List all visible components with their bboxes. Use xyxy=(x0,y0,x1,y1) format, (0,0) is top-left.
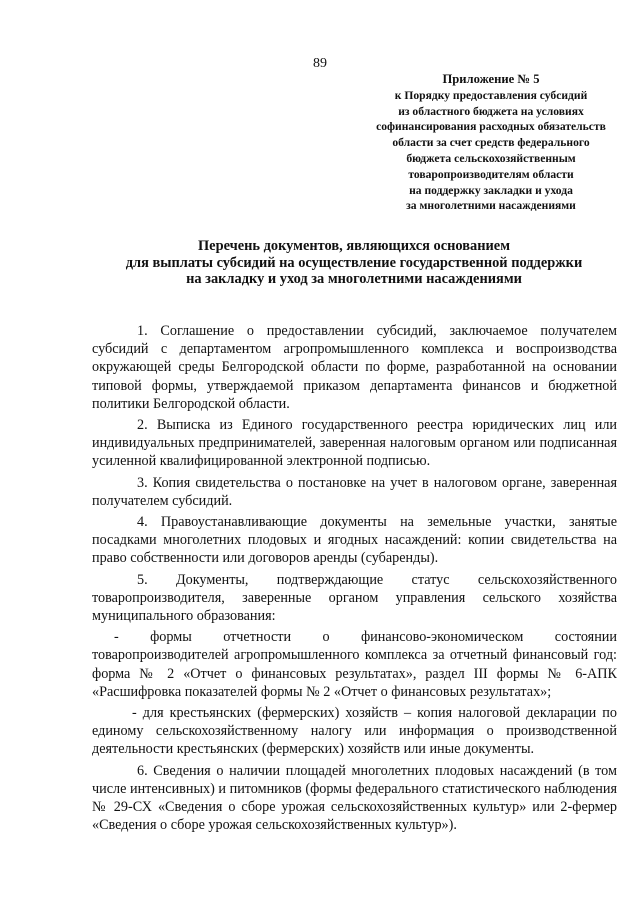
paragraph-item-4: 4. Правоустанавливающие документы на земельные участки, занятые посадками многолетних плодовых и ягодных насаждений: копии свидетельства на право собственности или договоров аренды (субаренды). xyxy=(92,514,617,567)
document-title-line: на закладку и уход за многолетними насаждениями xyxy=(186,271,522,287)
page-number: 89 xyxy=(313,56,327,71)
document-title-line: Перечень документов, являющихся основанием xyxy=(197,238,510,254)
appendix-line: бюджета сельскохозяйственным xyxy=(406,151,576,165)
appendix-line: софинансирования расходных обязательств xyxy=(376,120,606,134)
document-title-line: для выплаты субсидий на осуществление государственной поддержки xyxy=(125,254,583,271)
paragraph-item-2: 2. Выписка из Единого государственного реестра юридических лиц или индивидуальных предпринимателей, заверенная налоговым органом или подписанная усиленной квалифицированной электронной подписью. xyxy=(92,417,617,470)
paragraph-item-3: 3. Копия свидетельства о постановке на учет в налоговом органе, заверенная получателем субсидий. xyxy=(92,474,617,509)
document-body xyxy=(92,322,617,834)
paragraph-item-5: 5. Документы, подтверждающие статус сельскохозяйственного товаропроизводителя, заверенные органом управления сельского хозяйства муниципального образования: xyxy=(92,571,617,625)
paragraph-item-1: 1. Соглашение о предоставлении субсидий, заключаемое получателем субсидий с департаментом агропромышленного комплекса и воспроизводства окружающей среды Белгородской области по форме, разработанной на основании типовой формы, утверждаемой приказом департамента финансов и бюджетной политики Белгородской области. xyxy=(92,323,617,412)
appendix-line: за многолетними насаждениями xyxy=(406,199,576,213)
appendix-line: из областного бюджета на условиях xyxy=(398,104,584,118)
appendix-title: Приложение № 5 xyxy=(442,72,540,86)
appendix-line: на поддержку закладки и ухода xyxy=(409,183,573,197)
appendix-line: к Порядку предоставления субсидий xyxy=(394,88,588,102)
subitem-farm-households: - для крестьянских (фермерских) хозяйств – копия налоговой декларации по единому сельскохозяйственному налогу или информация о производственной деятельности крестьянских (фермерских) хозяйств или иные документы. xyxy=(92,705,617,758)
appendix-line: товаропроизводителям области xyxy=(408,167,574,181)
subitem-reporting-forms: - формы отчетности о финансово-экономическом состоянии товаропроизводителей агропромышленного комплекса за отчетный финансовый год: форма № 2 «Отчет о финансовых результатах», раздел III формы № 6-АПК «Расшифровка показателей формы № 2 «Отчет о финансовых результатах»; xyxy=(92,629,617,700)
appendix-line: области за счет средств федерального xyxy=(392,136,590,150)
document-title xyxy=(90,238,618,288)
paragraph-item-6: 6. Сведения о наличии площадей многолетних плодовых насаждений (в том числе интенсивных) и питомников (формы федерального статистического наблюдения № 29-СХ «Сведения о сборе урожая сельскохозяйственных культур» или 2-фермер «Сведения о сборе урожая сельскохозяйственных культур»). xyxy=(92,762,617,834)
appendix-header xyxy=(352,72,630,214)
